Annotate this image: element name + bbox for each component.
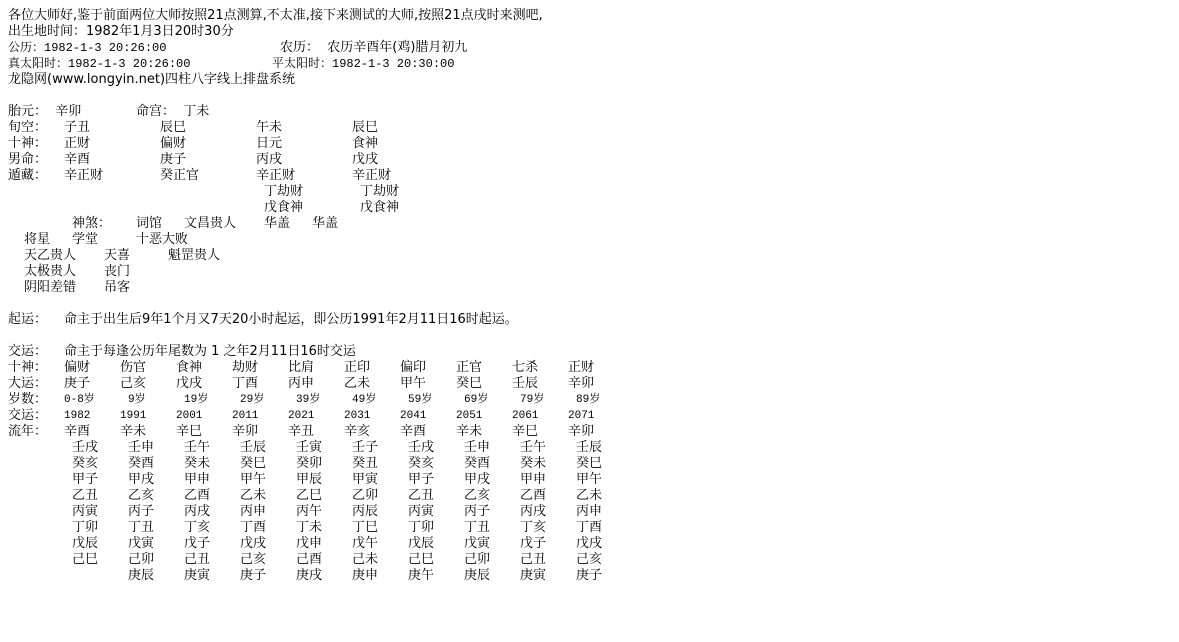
- dayun-cell: 壬辰: [512, 376, 539, 391]
- pillar-cell: 偏财: [160, 136, 187, 151]
- shensha-item: 文昌贵人: [184, 216, 237, 231]
- birth-place-time: 出生地时间：1982年1月3日20时30分: [8, 24, 234, 39]
- age-cell: 49岁: [352, 394, 377, 406]
- liunian-cell: 乙酉: [184, 488, 211, 503]
- liunian-cell: 戊辰: [408, 536, 435, 551]
- pillar-cell: 丙戌: [256, 152, 283, 167]
- shensha-item: 太极贵人: [24, 264, 77, 279]
- dayun-cell: 庚子: [64, 376, 91, 391]
- pillar-row-label: 十神：: [8, 136, 48, 151]
- liunian-cell: 己巳: [72, 552, 99, 567]
- gongli-time: 公历：1982-1-3 20:26:00: [8, 41, 167, 55]
- pillar-row-label: 旬空：: [8, 120, 48, 135]
- dayun-cell: 丙申: [288, 376, 315, 391]
- jiaoyun-year-cell: 2031: [344, 410, 371, 422]
- liunian-cell: 丙寅: [408, 504, 435, 519]
- liunian-cell: 甲辰: [296, 472, 323, 487]
- liunian-cell: 乙丑: [408, 488, 435, 503]
- liunian-cell: 壬申: [464, 440, 491, 455]
- liunian-cell: 戊戌: [576, 536, 603, 551]
- liunian-cell: 辛丑: [288, 424, 315, 439]
- pillar-cell: 午未: [256, 120, 283, 135]
- liunian-cell: 己卯: [128, 552, 155, 567]
- pillar-cell: 辰巳: [352, 120, 379, 135]
- liunian-cell: 辛酉: [64, 424, 91, 439]
- liunian-cell: 癸未: [520, 456, 547, 471]
- dayun-shishen-cell: 比肩: [288, 360, 315, 375]
- shensha-item: 华盖: [312, 216, 339, 231]
- jiaoyun-year-cell: 2021: [288, 410, 315, 422]
- shensha-item: 学堂: [72, 232, 99, 247]
- liunian-cell: 辛亥: [344, 424, 371, 439]
- liunian-cell: 戊辰: [72, 536, 99, 551]
- liunian-cell: 庚午: [408, 568, 435, 583]
- liunian-cell: 乙酉: [520, 488, 547, 503]
- hidden-stem-cell: 丁劫财: [264, 184, 304, 199]
- liunian-cell: 癸卯: [296, 456, 323, 471]
- jiaoyun-year-cell: 2061: [512, 410, 539, 422]
- jiaoyun-year-cell: 2071: [568, 410, 595, 422]
- liunian-cell: 庚子: [576, 568, 603, 583]
- liunian-cell: 丙子: [464, 504, 491, 519]
- liunian-cell: 癸酉: [128, 456, 155, 471]
- mean-solar-time: 平太阳时：1982-1-3 20:30:00: [272, 57, 455, 71]
- age-cell: 0-8岁: [64, 394, 95, 406]
- liunian-cell: 乙未: [576, 488, 603, 503]
- liunian-cell: 甲午: [240, 472, 267, 487]
- qiyun-text: 命主于出生后9年1个月又7天20小时起运，即公历1991年2月11日16时起运。: [64, 312, 518, 327]
- dayun-shishen-cell: 偏印: [400, 360, 427, 375]
- liunian-cell: 戊子: [184, 536, 211, 551]
- hidden-stem-cell: 丁劫财: [360, 184, 400, 199]
- liunian-cell: 辛未: [456, 424, 483, 439]
- liunian-cell: 己丑: [520, 552, 547, 567]
- dayun-shishen-cell: 劫财: [232, 360, 259, 375]
- liunian-cell: 庚寅: [184, 568, 211, 583]
- shensha-item: 吊客: [104, 280, 131, 295]
- dayun-shishen-cell: 食神: [176, 360, 203, 375]
- liunian-cell: 丁亥: [520, 520, 547, 535]
- pillar-cell: 辛正财: [64, 168, 104, 183]
- age-cell: 9岁: [128, 394, 146, 406]
- liunian-cell: 壬戌: [408, 440, 435, 455]
- liunian-cell: 丁未: [296, 520, 323, 535]
- liunian-cell: 癸酉: [464, 456, 491, 471]
- dayun-cell: 戊戌: [176, 376, 203, 391]
- liunian-cell: 戊午: [352, 536, 379, 551]
- jiaoyun-year-cell: 1991: [120, 410, 147, 422]
- jiaoyun-year-cell: 1982: [64, 410, 91, 422]
- dayun-shishen-cell: 偏财: [64, 360, 91, 375]
- liunian-cell: 癸未: [184, 456, 211, 471]
- shensha-item: 将星: [24, 232, 51, 247]
- dayun-cell: 丁酉: [232, 376, 259, 391]
- shensha-label: 神煞：: [72, 216, 112, 231]
- hidden-stem-cell: 戊食神: [264, 200, 304, 215]
- liunian-cell: 丙寅: [72, 504, 99, 519]
- age-label: 岁数：: [8, 392, 48, 407]
- dayun-shishen-cell: 正官: [456, 360, 483, 375]
- liunian-cell: 壬戌: [72, 440, 99, 455]
- shensha-item: 阴阳差错: [24, 280, 77, 295]
- liunian-cell: 丁丑: [464, 520, 491, 535]
- age-cell: 19岁: [184, 394, 209, 406]
- liunian-cell: 丙戌: [184, 504, 211, 519]
- liunian-cell: 辛卯: [232, 424, 259, 439]
- liunian-cell: 庚辰: [464, 568, 491, 583]
- age-cell: 59岁: [408, 394, 433, 406]
- liunian-cell: 乙丑: [72, 488, 99, 503]
- liunian-cell: 辛卯: [568, 424, 595, 439]
- liunian-cell: 甲戌: [464, 472, 491, 487]
- liunian-cell: 癸亥: [72, 456, 99, 471]
- liunian-cell: 辛酉: [400, 424, 427, 439]
- liunian-cell: 丁巳: [352, 520, 379, 535]
- liunian-cell: 癸巳: [240, 456, 267, 471]
- dayun-shishen-cell: 七杀: [512, 360, 539, 375]
- liunian-cell: 己亥: [576, 552, 603, 567]
- jiaoyun-year-cell: 2001: [176, 410, 203, 422]
- liunian-cell: 甲子: [408, 472, 435, 487]
- dayun-cell: 辛卯: [568, 376, 595, 391]
- liunian-cell: 壬辰: [240, 440, 267, 455]
- liunian-label: 流年：: [8, 424, 48, 439]
- age-cell: 69岁: [464, 394, 489, 406]
- shensha-item: 天乙贵人: [24, 248, 77, 263]
- liunian-cell: 甲申: [520, 472, 547, 487]
- pillar-cell: 辰巳: [160, 120, 187, 135]
- liunian-cell: 己亥: [240, 552, 267, 567]
- liunian-cell: 丁丑: [128, 520, 155, 535]
- nongli-date: 农历： 农历辛酉年(鸡)腊月初九: [280, 40, 468, 55]
- pillar-cell: 辛酉: [64, 152, 91, 167]
- pillar-cell: 庚子: [160, 152, 187, 167]
- shensha-item: 十恶大败: [136, 232, 189, 247]
- liunian-cell: 庚申: [352, 568, 379, 583]
- pillar-cell: 辛正财: [352, 168, 392, 183]
- liunian-cell: 戊寅: [128, 536, 155, 551]
- qiyun-label: 起运：: [8, 312, 48, 327]
- liunian-cell: 甲寅: [352, 472, 379, 487]
- hidden-stem-cell: 戊食神: [360, 200, 400, 215]
- true-solar-time: 真太阳时：1982-1-3 20:26:00: [8, 57, 191, 71]
- liunian-cell: 辛巳: [176, 424, 203, 439]
- liunian-cell: 癸丑: [352, 456, 379, 471]
- liunian-cell: 乙亥: [464, 488, 491, 503]
- liunian-cell: 丁卯: [72, 520, 99, 535]
- liunian-cell: 癸亥: [408, 456, 435, 471]
- liunian-cell: 乙卯: [352, 488, 379, 503]
- liunian-cell: 壬寅: [296, 440, 323, 455]
- dayun-shishen-cell: 正财: [568, 360, 595, 375]
- pillar-cell: 辛正财: [256, 168, 296, 183]
- liunian-cell: 丁酉: [576, 520, 603, 535]
- liunian-cell: 甲戌: [128, 472, 155, 487]
- liunian-cell: 庚辰: [128, 568, 155, 583]
- dayun-cell: 癸巳: [456, 376, 483, 391]
- liunian-cell: 壬申: [128, 440, 155, 455]
- dayun-cell: 己亥: [120, 376, 147, 391]
- dayun-cell: 乙未: [344, 376, 371, 391]
- taiyuan: 胎元： 辛卯: [8, 104, 82, 119]
- liunian-cell: 丁酉: [240, 520, 267, 535]
- liunian-cell: 丙申: [576, 504, 603, 519]
- liunian-cell: 癸巳: [576, 456, 603, 471]
- liunian-cell: 甲子: [72, 472, 99, 487]
- jiaoyun-label: 交运：: [8, 344, 48, 359]
- dayun-label: 大运：: [8, 376, 48, 391]
- pillar-cell: 癸正官: [160, 168, 200, 183]
- shensha-item: 丧门: [104, 264, 131, 279]
- liunian-cell: 庚戌: [296, 568, 323, 583]
- liunian-cell: 戊寅: [464, 536, 491, 551]
- minggong: 命宫： 丁未: [136, 104, 210, 119]
- liunian-cell: 辛巳: [512, 424, 539, 439]
- liunian-cell: 丁亥: [184, 520, 211, 535]
- dayun-cell: 甲午: [400, 376, 427, 391]
- dayun-shishen-label: 十神：: [8, 360, 48, 375]
- liunian-cell: 乙亥: [128, 488, 155, 503]
- intro-text: 各位大师好,鉴于前面两位大师按照21点测算,不太准,接下来测试的大师,按照21点戌时来测吧,: [8, 8, 543, 23]
- pillar-cell: 戊戌: [352, 152, 379, 167]
- pillar-cell: 日元: [256, 136, 283, 151]
- age-cell: 89岁: [576, 394, 601, 406]
- liunian-cell: 甲申: [184, 472, 211, 487]
- dayun-shishen-cell: 伤官: [120, 360, 147, 375]
- jiaoyun-year-cell: 2011: [232, 410, 259, 422]
- age-cell: 39岁: [296, 394, 321, 406]
- liunian-cell: 乙巳: [296, 488, 323, 503]
- liunian-cell: 己丑: [184, 552, 211, 567]
- shensha-item: 词馆: [136, 216, 163, 231]
- pillar-row-label: 遁藏：: [8, 168, 48, 183]
- liunian-cell: 己酉: [296, 552, 323, 567]
- liunian-cell: 辛未: [120, 424, 147, 439]
- liunian-cell: 壬午: [520, 440, 547, 455]
- dayun-shishen-cell: 正印: [344, 360, 371, 375]
- liunian-cell: 戊子: [520, 536, 547, 551]
- liunian-cell: 乙未: [240, 488, 267, 503]
- liunian-cell: 丙戌: [520, 504, 547, 519]
- liunian-cell: 甲午: [576, 472, 603, 487]
- liunian-cell: 丁卯: [408, 520, 435, 535]
- pillar-cell: 食神: [352, 136, 379, 151]
- site-title: 龙隐网(www.longyin.net)四柱八字线上排盘系统: [8, 72, 296, 87]
- liunian-cell: 丙辰: [352, 504, 379, 519]
- liunian-cell: 丙申: [240, 504, 267, 519]
- liunian-cell: 丙子: [128, 504, 155, 519]
- liunian-cell: 丙午: [296, 504, 323, 519]
- pillar-row-label: 男命：: [8, 152, 48, 167]
- age-cell: 29岁: [240, 394, 265, 406]
- jiaoyun-year-cell: 2051: [456, 410, 483, 422]
- liunian-cell: 戊申: [296, 536, 323, 551]
- liunian-cell: 壬辰: [576, 440, 603, 455]
- liunian-cell: 壬午: [184, 440, 211, 455]
- pillar-cell: 正财: [64, 136, 91, 151]
- jiaoyun-year-cell: 2041: [400, 410, 427, 422]
- age-cell: 79岁: [520, 394, 545, 406]
- liunian-cell: 己未: [352, 552, 379, 567]
- shensha-item: 魁罡贵人: [168, 248, 221, 263]
- jiaoyun-text: 命主于每逢公历年尾数为 1 之年2月11日16时交运: [64, 344, 356, 359]
- liunian-cell: 己巳: [408, 552, 435, 567]
- liunian-cell: 庚子: [240, 568, 267, 583]
- shensha-item: 华盖: [264, 216, 291, 231]
- liunian-cell: 壬子: [352, 440, 379, 455]
- jiaoyun-year-label: 交运：: [8, 408, 48, 423]
- pillar-cell: 子丑: [64, 120, 91, 135]
- liunian-cell: 戊戌: [240, 536, 267, 551]
- liunian-cell: 己卯: [464, 552, 491, 567]
- liunian-cell: 庚寅: [520, 568, 547, 583]
- shensha-item: 天喜: [104, 248, 131, 263]
